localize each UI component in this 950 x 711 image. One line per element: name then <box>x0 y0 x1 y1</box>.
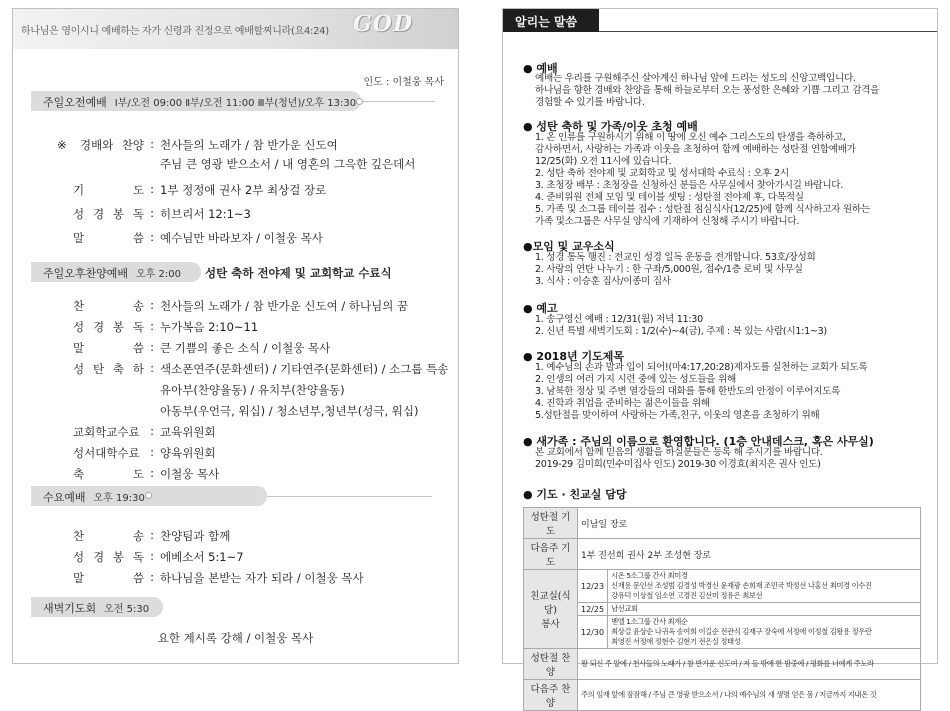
duty-heading: ● 기도 · 친교실 담당 <box>523 488 627 501</box>
afternoon-row: 성 탄 축 하 : 색소폰연주(문화센터) / 기타연주(문화센터) / 소그룹 특송 <box>73 361 449 376</box>
afternoon-service-note: 성탄 축하 전야제 및 교회학교 수료식 <box>205 266 392 280</box>
morning-row: 기 도 : 1부 정정애 권사 2부 최상걸 장로 <box>73 182 327 197</box>
header-dot <box>145 492 152 499</box>
notice-line: 1. 송구영신 예배 : 12/31(월) 저녁 11:30 <box>535 314 703 325</box>
wednesday-service-time: 오후 19:30 <box>93 493 145 504</box>
table-row <box>524 680 921 711</box>
wednesday-row: 찬 송 : 찬양팀과 함께 <box>73 528 231 543</box>
fellowship-label: 친교실(식당) 봉사 <box>524 570 578 649</box>
header-rule <box>363 101 435 102</box>
notice-line: 4. 준비위원 전체 모임 및 테이블 셋팅 : 성탄절 전야제 후, 다목적실 <box>535 192 804 203</box>
table-row <box>524 508 921 539</box>
table-row <box>524 649 921 680</box>
hymn-value: 주의 임재 앞에 잠잠해 / 주님 큰 영광 받으소서 / 나의 예수님의 새 생명 얻은 몸 / 지금까지 지내온 것 <box>578 680 921 711</box>
duty-label: 성탄절 기도 <box>524 508 578 539</box>
notice-line: 5.성탄절을 맞이하여 사랑하는 가족,친구, 이웃의 영혼을 초청하기 위해 <box>535 410 820 421</box>
notice-line: 가족 및소그룹은 사무실 양식에 기재하여 신청해 주시기 바랍니다. <box>535 216 800 227</box>
morning-service-title: 주일오전예배 <box>43 96 107 109</box>
notice-line: 1. 예수님의 손과 발과 입이 되어!(마4:17,20:28)제자도를 실천하는 교회가 되도록 <box>535 362 868 373</box>
morning-row: 말 씀 : 예수님만 바라보자 / 이철웅 목사 <box>73 230 323 245</box>
dawn-prayer-sermon: 요한 계시록 강해 / 이철웅 목사 <box>157 631 314 645</box>
hymn-label: 다음주 찬양 <box>524 680 578 711</box>
afternoon-row: 유아부(찬양율동) / 유치부(찬양율동) <box>160 383 345 397</box>
duty-value: 이남일 장로 <box>578 508 921 539</box>
notice-line: 예배는 우리를 구원해주신 살아계신 하나님 앞에 드리는 성도의 신앙고백입니다. <box>535 73 856 84</box>
morning-row: ※ 경배와 찬양 : 천사들의 노래가 / 참 반가운 신도여 <box>57 137 338 152</box>
morning-row: 주님 큰 영광 받으소서 / 내 영혼의 그윽한 깊은데서 <box>160 157 416 171</box>
announcements-tab: 알리는 말씀 <box>503 9 599 32</box>
notice-line: 2. 인생의 여러 가지 시련 중에 있는 성도들을 위해 <box>535 374 736 385</box>
tab-rule <box>599 31 937 32</box>
notice-line: 12/25(화) 오전 11시에 있습니다. <box>535 156 672 167</box>
announcements-panel <box>502 8 938 709</box>
table-row <box>524 570 921 603</box>
dawn-prayer-header <box>31 597 163 617</box>
notice-line: 3. 초청장 배부 : 초청장을 신청하신 분들은 사무실에서 찾아가시길 바랍니다. <box>535 180 844 191</box>
afternoon-row: 찬 송 : 천사들의 노래가 / 참 반가운 신도여 / 하나님의 꿈 <box>73 298 409 313</box>
fellowship-date: 12/25 <box>578 603 608 616</box>
duty-label: 다음주 기도 <box>524 539 578 570</box>
fellowship-members: 벧엘 1소그룹 간사 최계순 최상걸 윤상순 나귀옥 송여희 이길순 전관식 김재구 장숙애 서정애 이정철 김왕용 정우란 최영진 서정애 정현수 김현기 전은실 정태성 <box>608 616 921 649</box>
afternoon-row: 교회학교수료 : 교육위원회 <box>73 424 216 439</box>
notice-line: 2. 성탄 축하 전야제 및 교회학교 및 성서대학 수료식 : 오후 2시 <box>535 168 789 179</box>
table-row <box>524 603 921 616</box>
morning-service-header <box>31 91 361 111</box>
notice-line: 경험할 수 있기를 바랍니다. <box>535 97 645 108</box>
notice-line: 하나님을 향한 경배와 찬양을 통해 하늘로부터 오는 풍성한 은혜와 기쁨 그리고 감격을 <box>535 85 880 96</box>
wednesday-row: 말 씀 : 하나님을 본받는 자가 되라 / 이철웅 목사 <box>73 570 364 585</box>
morning-service-times: Ⅰ부/오전 09:00 Ⅱ부/오전 11:00 Ⅲ부(청년)/오후 13:30 <box>114 98 357 109</box>
header-rule <box>267 496 432 497</box>
duty-table <box>523 507 921 711</box>
table-row <box>524 616 921 649</box>
hymn-value: 왕 되신 주 앞에 / 천사들의 노래가 / 참 반가운 신도여 / 저 들 밖에 한 밤중에 / 평화를 너에게 주노라 <box>578 649 921 680</box>
dawn-prayer-title: 새벽기도회 <box>43 602 97 615</box>
top-banner <box>13 9 458 49</box>
notice-line: 1. 온 인류를 구원하시기 위해 이 땅에 오신 예수 그리스도의 탄생을 축하하고, <box>535 132 846 143</box>
afternoon-service-time: 오후 2:00 <box>136 269 181 280</box>
wednesday-service-title: 수요예배 <box>43 491 86 504</box>
afternoon-row: 성서대학수료 : 양육위원회 <box>73 445 216 460</box>
notice-line: 4. 진학과 취업을 준비하는 젊은이들을 위해 <box>535 398 710 409</box>
afternoon-row: 아동부(우언극, 워십) / 청소년부,청년부(성극, 워십) <box>160 404 419 418</box>
notice-heading: ● 예배 <box>523 62 558 75</box>
fellowship-date: 12/30 <box>578 616 608 649</box>
notice-line: 5. 가족 및 소그룹 테이블 접수 : 성탄절 점심식사(12/25)에 함께 식사하고자 원하는 <box>535 204 870 215</box>
header-dot <box>356 98 363 105</box>
notice-heading: ● 성탄 축하 및 가족/이웃 초청 예배 <box>523 120 698 133</box>
afternoon-service-title: 주일오후찬양예배 <box>43 267 129 280</box>
dawn-prayer-time: 오전 5:30 <box>104 604 150 615</box>
hymn-label: 성탄절 찬양 <box>524 649 578 680</box>
notice-line: 2. 사랑의 연탄 나누기 : 한 구좌/5,000원, 접수/1층 로비 및 사무실 <box>535 264 803 275</box>
worship-order-panel <box>12 8 459 664</box>
notice-line: 감사하면서, 사랑하는 가족과 이웃을 초청하여 함께 예배하는 성탄절 연합예배가 <box>535 144 856 155</box>
duty-value: 1부 진선희 권사 2부 조성현 장로 <box>578 539 921 570</box>
notice-line: 1. 성경 통독 행진 : 전교인 성경 일독 운동을 전개합니다. 53호/장성희 <box>535 252 816 263</box>
table-row <box>524 539 921 570</box>
notice-line: 2019-29 김미희(민수미집사 인도) 2019-30 이경효(최지은 권사 인도) <box>535 459 821 470</box>
morning-row: 성 경 봉 독 : 히브리서 12:1~3 <box>73 206 251 221</box>
banner-verse: 하나님은 영이시니 예배하는 자가 신령과 진정으로 예배할찌니라(요4:24) <box>21 26 329 37</box>
afternoon-row: 성 경 봉 독 : 누가복음 2:10~11 <box>73 319 259 334</box>
preacher-label: 인도 : 이철웅 목사 <box>363 77 444 88</box>
notice-heading: ● 새가족 : 주님의 이름으로 환영합니다. (1층 안내데스크, 혹은 사무실) <box>523 435 874 448</box>
notice-heading: ● 예고 <box>523 302 558 315</box>
notice-heading: ●모임 및 교우소식 <box>523 240 615 253</box>
afternoon-row: 축 도 : 이철웅 목사 <box>73 466 220 481</box>
fellowship-members: 시온 5소그룹 간사 최미경 신재용 문인선 조성범 김경성 박경신 윤재광 손희재 조민국 박정선 나홍선 최미경 이수진 강유덕 이상철 임소연 고경진 김선미 정유은 최보선 <box>608 570 921 603</box>
fellowship-members: 남선교회 <box>608 603 921 616</box>
notice-line: 본 교회에서 함께 믿음의 생활을 하실분들은 등록 해 주시기를 바랍니다. <box>535 447 823 458</box>
notice-line: 3. 식사 : 이승훈 집사/이종미 집사 <box>535 276 671 287</box>
fellowship-date: 12/23 <box>578 570 608 603</box>
notice-line: 2. 신년 특별 새벽기도회 : 1/2(수)~4(금), 주제 : 복 있는 사람(시1:1~3) <box>535 326 827 337</box>
afternoon-service-header <box>31 262 201 282</box>
wednesday-row: 성 경 봉 독 : 에베소서 5:1~7 <box>73 549 244 564</box>
notice-line: 3. 남북한 정상 및 주변 열강들의 대화를 통해 한반도의 안정이 이루어지도록 <box>535 386 841 397</box>
god-logo: GOD <box>353 11 414 37</box>
notice-heading: ● 2018년 기도제목 <box>523 350 625 363</box>
afternoon-row: 말 씀 : 큰 기쁨의 좋은 소식 / 이철웅 목사 <box>73 340 331 355</box>
